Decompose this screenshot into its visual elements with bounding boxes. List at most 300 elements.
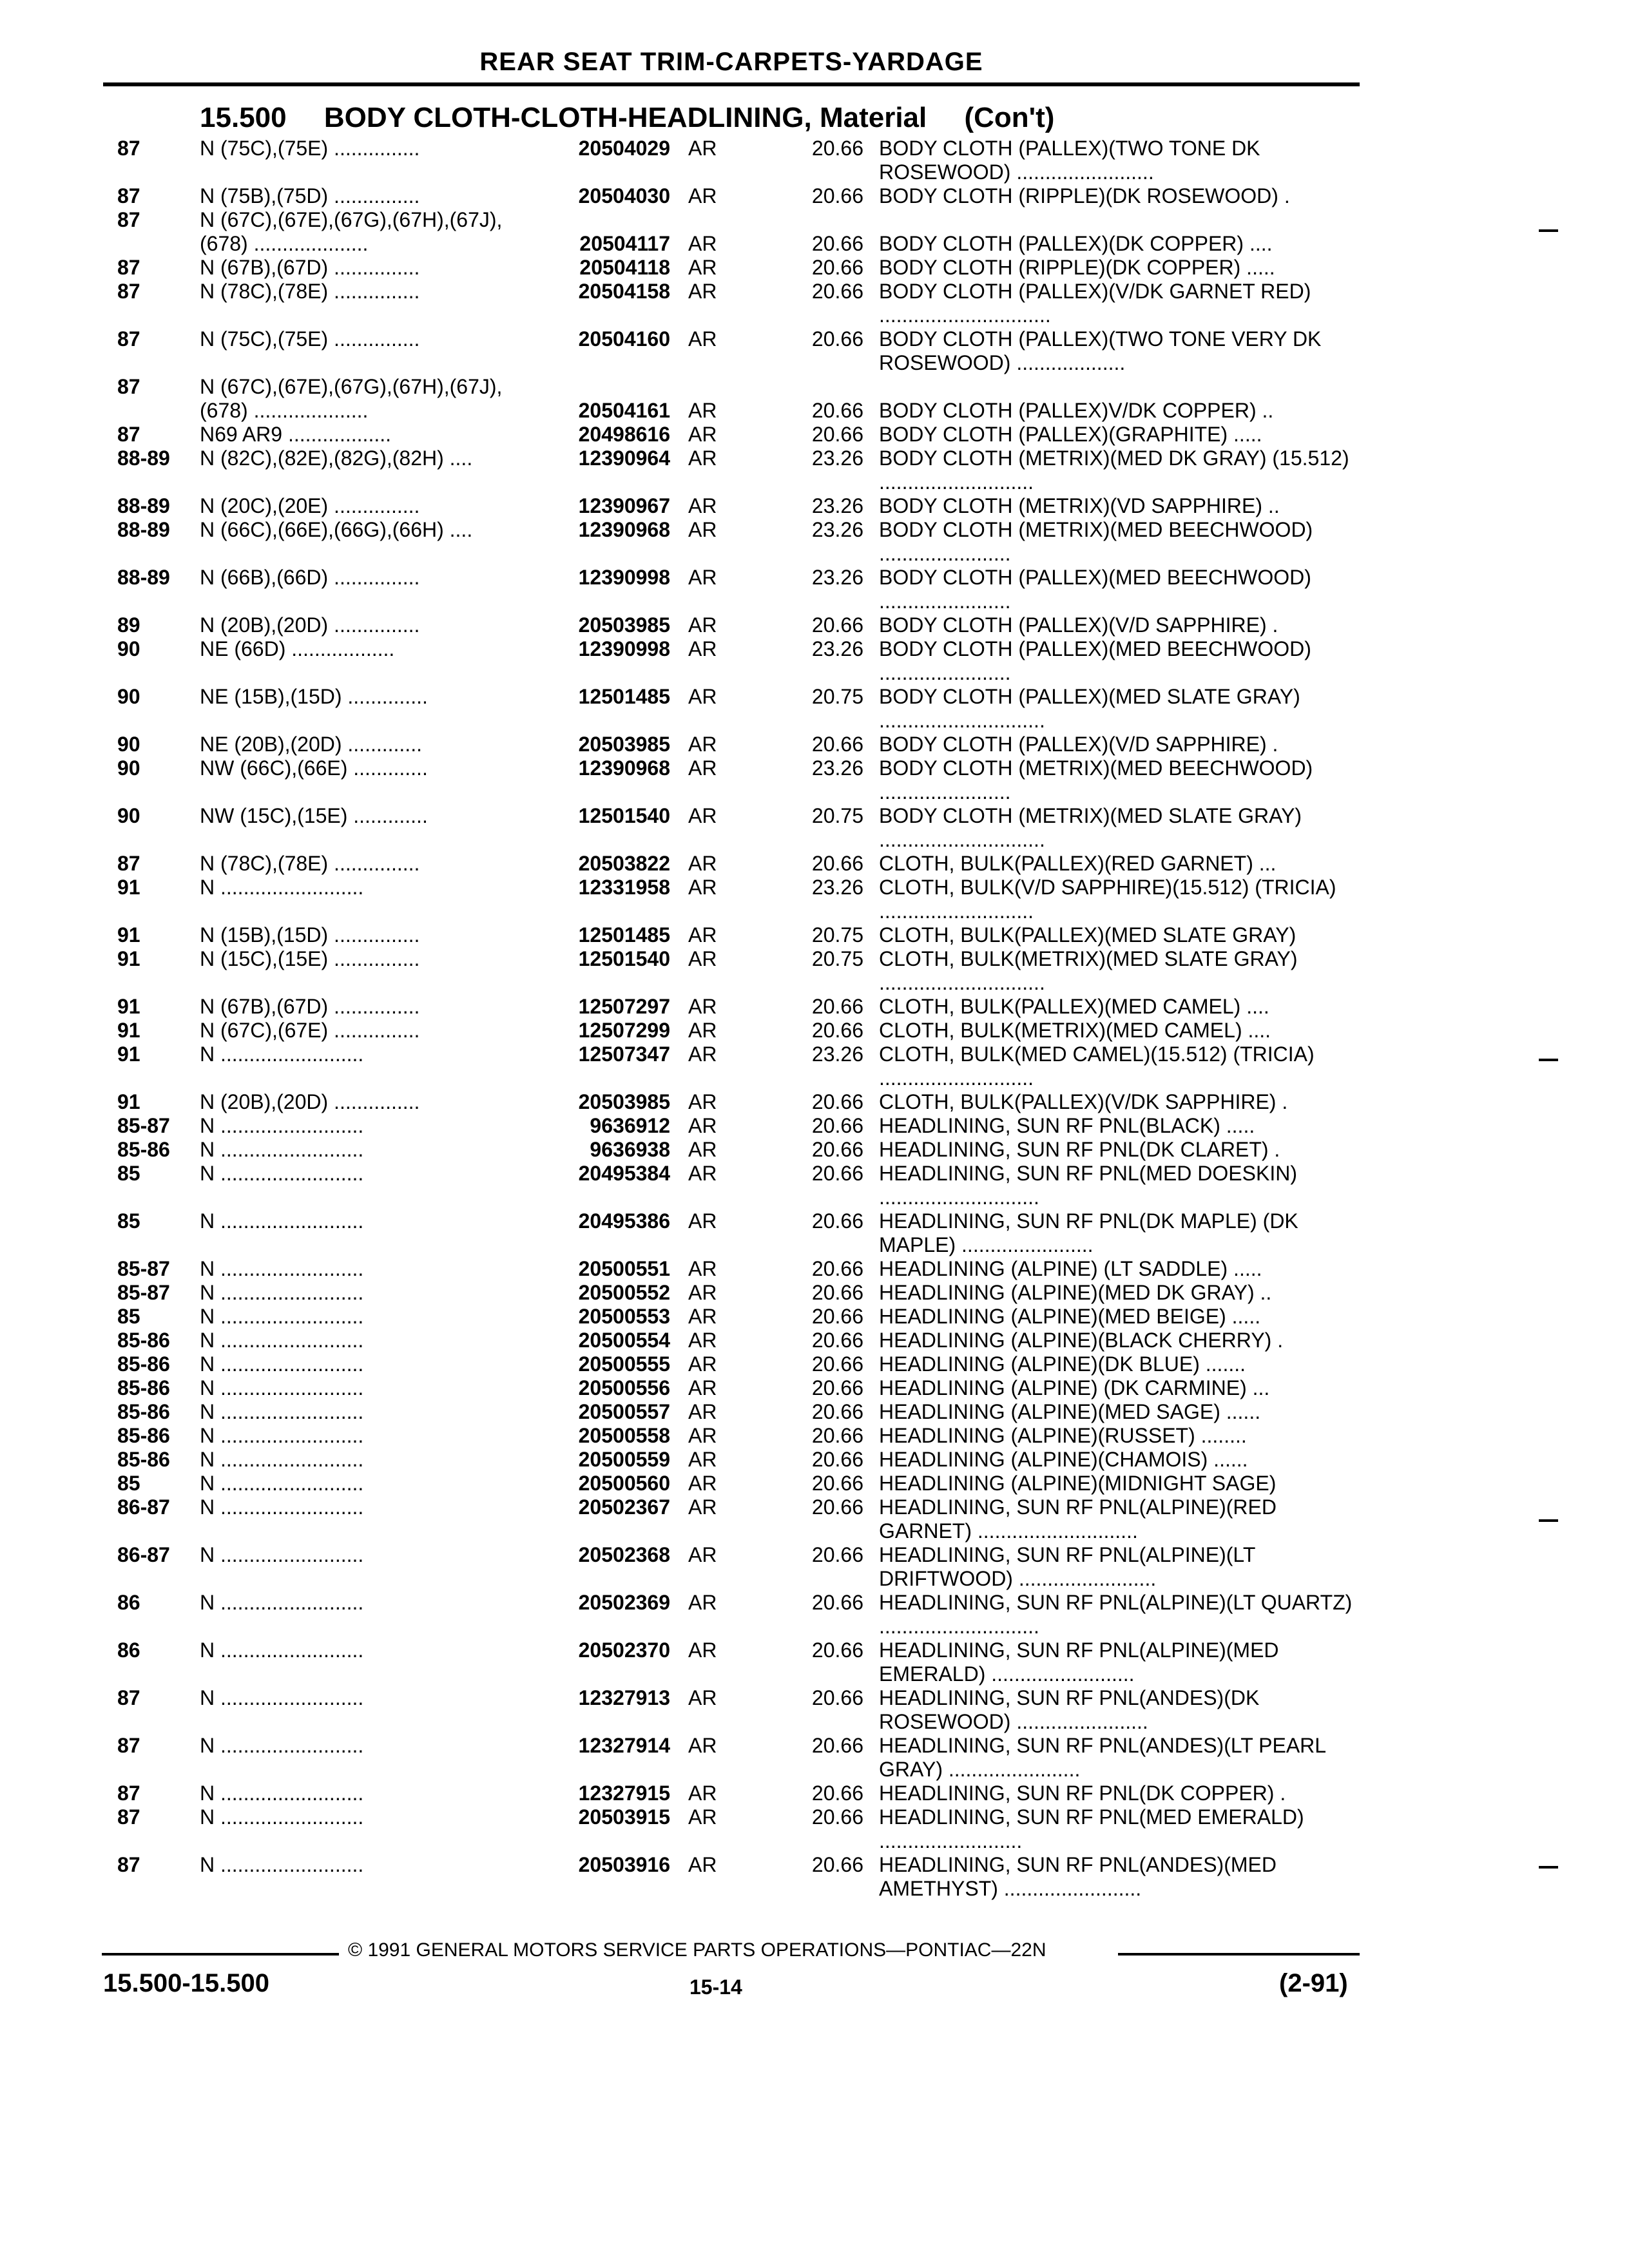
- table-row: [0, 232, 1629, 256]
- model-description: N (20B),(20D) ...............: [200, 613, 420, 637]
- quantity: AR: [688, 1352, 717, 1376]
- model-description: NW (66C),(66E) .............: [200, 756, 428, 780]
- table-row: [0, 256, 1629, 280]
- price: 20.66: [811, 1329, 863, 1352]
- part-number: 20500551: [578, 1257, 670, 1280]
- model-year: 87: [117, 852, 140, 875]
- part-name: HEADLINING, SUN RF PNL(ANDES)(LT PEARL GRAY) .......................: [879, 1734, 1325, 1781]
- part-number: 12507299: [578, 1019, 670, 1042]
- model-year: 91: [117, 923, 140, 947]
- model-description: N .........................: [200, 1853, 364, 1876]
- price: 20.66: [811, 399, 863, 422]
- part-name: HEADLINING, SUN RF PNL(DK MAPLE) (DK MAPLE) .......................: [879, 1209, 1298, 1256]
- part-name: BODY CLOTH (PALLEX)(TWO TONE VERY DK ROSEWOOD) ...................: [879, 327, 1322, 374]
- part-number: 20504117: [579, 232, 670, 255]
- part-name: BODY CLOTH (PALLEX)(MED BEECHWOOD) .......................: [879, 566, 1311, 613]
- part-name: CLOTH, BULK(MED CAMEL)(15.512) (TRICIA) ...........................: [879, 1043, 1315, 1090]
- table-row: [0, 1472, 1629, 1495]
- table-row: [0, 1400, 1629, 1424]
- quantity: AR: [688, 1329, 717, 1352]
- table-row: [0, 518, 1629, 566]
- price: 23.26: [811, 518, 863, 541]
- model-year: 87: [117, 327, 140, 351]
- header-rule: [103, 82, 1360, 86]
- part-number: 12390968: [578, 756, 670, 780]
- quantity: AR: [688, 1305, 717, 1328]
- price: 20.66: [811, 1543, 863, 1566]
- part-number: 9636938: [590, 1138, 670, 1161]
- part-name: BODY CLOTH (RIPPLE)(DK COPPER) .....: [879, 256, 1275, 279]
- part-name: BODY CLOTH (PALLEX)V/DK COPPER) ..: [879, 399, 1274, 422]
- part-number: 20502369: [578, 1591, 670, 1614]
- table-row: [0, 1734, 1629, 1782]
- part-name: BODY CLOTH (PALLEX)(V/DK GARNET RED) ..............................: [879, 280, 1311, 327]
- model-description: N .........................: [200, 1639, 364, 1662]
- price: 20.66: [811, 1162, 863, 1185]
- part-name: BODY CLOTH (PALLEX)(V/D SAPPHIRE) .: [879, 613, 1278, 637]
- model-description: N .........................: [200, 1686, 364, 1709]
- model-year: 91: [117, 876, 140, 899]
- quantity: AR: [688, 1472, 717, 1495]
- quantity: AR: [688, 1782, 717, 1805]
- model-description: (678) ....................: [200, 399, 369, 422]
- quantity: AR: [688, 566, 717, 589]
- part-name: HEADLINING (ALPINE) (LT SADDLE) .....: [879, 1257, 1262, 1280]
- model-description: N .........................: [200, 1424, 364, 1447]
- part-number: 20500555: [578, 1352, 670, 1376]
- part-number: 12507347: [578, 1043, 670, 1066]
- price: 20.66: [811, 1281, 863, 1304]
- model-year: 91: [117, 947, 140, 970]
- part-name: BODY CLOTH (METRIX)(MED BEECHWOOD) .......................: [879, 518, 1313, 565]
- table-row: [0, 375, 1629, 399]
- price: 20.66: [811, 1853, 863, 1876]
- price: 20.75: [811, 685, 863, 708]
- part-name: HEADLINING (ALPINE)(RUSSET) ........: [879, 1424, 1247, 1447]
- footer-rule-left: [102, 1953, 339, 1956]
- part-number: 12501485: [578, 685, 670, 708]
- price: 20.66: [811, 1138, 863, 1161]
- price: 20.66: [811, 137, 863, 160]
- part-number: 20503916: [578, 1853, 670, 1876]
- margin-mark: [1539, 1866, 1558, 1869]
- table-row: [0, 756, 1629, 804]
- price: 20.66: [811, 1734, 863, 1757]
- part-name: BODY CLOTH (RIPPLE)(DK ROSEWOOD) .: [879, 184, 1290, 207]
- table-row: [0, 995, 1629, 1019]
- model-year: 85-87: [117, 1114, 170, 1137]
- model-year: 91: [117, 1019, 140, 1042]
- part-number: 20500552: [578, 1281, 670, 1304]
- part-number: 20504118: [579, 256, 670, 279]
- part-number: 20500557: [578, 1400, 670, 1423]
- price: 23.26: [811, 637, 863, 660]
- table-row: [0, 852, 1629, 876]
- part-name: HEADLINING, SUN RF PNL(DK CLARET) .: [879, 1138, 1280, 1161]
- price: 20.66: [811, 1257, 863, 1280]
- price: 20.75: [811, 923, 863, 947]
- section-number: 15.500: [200, 102, 287, 133]
- quantity: AR: [688, 327, 717, 351]
- table-row: [0, 327, 1629, 375]
- price: 20.66: [811, 1352, 863, 1376]
- quantity: AR: [688, 494, 717, 517]
- price: 20.66: [811, 1591, 863, 1614]
- model-description: N (66C),(66E),(66G),(66H) ....: [200, 518, 473, 541]
- part-name: BODY CLOTH (PALLEX)(TWO TONE DK ROSEWOOD) ........................: [879, 137, 1260, 184]
- quantity: AR: [688, 733, 717, 756]
- part-number: 20504029: [578, 137, 670, 160]
- table-row: [0, 1257, 1629, 1281]
- part-number: 20500556: [578, 1376, 670, 1399]
- part-number: 12390998: [578, 566, 670, 589]
- price: 23.26: [811, 494, 863, 517]
- table-row: [0, 1114, 1629, 1138]
- price: 20.66: [811, 232, 863, 255]
- table-row: [0, 1329, 1629, 1352]
- table-row: [0, 1043, 1629, 1090]
- price: 20.75: [811, 947, 863, 970]
- part-number: 12507297: [578, 995, 670, 1018]
- part-name: HEADLINING, SUN RF PNL(ANDES)(DK ROSEWOOD) .......................: [879, 1686, 1260, 1733]
- quantity: AR: [688, 1043, 717, 1066]
- quantity: AR: [688, 685, 717, 708]
- model-year: 85-86: [117, 1448, 170, 1471]
- part-number: 20503822: [578, 852, 670, 875]
- model-description: N (67C),(67E),(67G),(67H),(67J),: [200, 208, 503, 231]
- price: 20.66: [811, 1805, 863, 1829]
- price: 20.66: [811, 423, 863, 446]
- quantity: AR: [688, 1734, 717, 1757]
- model-description: N (15C),(15E) ...............: [200, 947, 420, 970]
- part-number: 12327915: [578, 1782, 670, 1805]
- price: 20.66: [811, 733, 863, 756]
- table-row: [0, 613, 1629, 637]
- price: 20.66: [811, 1448, 863, 1471]
- part-number: 20500560: [578, 1472, 670, 1495]
- table-row: [0, 1591, 1629, 1639]
- model-year: 90: [117, 685, 140, 708]
- table-row: [0, 1639, 1629, 1686]
- price: 20.66: [811, 327, 863, 351]
- table-row: [0, 1782, 1629, 1805]
- footer-rule-right: [1118, 1953, 1360, 1956]
- part-name: BODY CLOTH (METRIX)(MED DK GRAY) (15.512) ...........................: [879, 447, 1349, 494]
- quantity: AR: [688, 423, 717, 446]
- model-description: N (75C),(75E) ...............: [200, 137, 420, 160]
- model-year: 86-87: [117, 1495, 170, 1519]
- revision-date: (2-91): [1279, 1969, 1348, 1997]
- model-year: 91: [117, 1090, 140, 1113]
- price: 20.66: [811, 1495, 863, 1519]
- model-year: 90: [117, 733, 140, 756]
- table-row: [0, 1019, 1629, 1043]
- model-description: N .........................: [200, 1209, 364, 1233]
- table-row: [0, 1805, 1629, 1853]
- model-description: N .........................: [200, 1114, 364, 1137]
- model-year: 90: [117, 804, 140, 827]
- section-range: 15.500-15.500: [103, 1969, 270, 1997]
- part-name: HEADLINING, SUN RF PNL(MED DOESKIN) ............................: [879, 1162, 1297, 1209]
- quantity: AR: [688, 756, 717, 780]
- model-year: 85-86: [117, 1352, 170, 1376]
- part-name: CLOTH, BULK(PALLEX)(MED CAMEL) ....: [879, 995, 1269, 1018]
- quantity: AR: [688, 1591, 717, 1614]
- page-title: REAR SEAT TRIM-CARPETS-YARDAGE: [479, 48, 983, 76]
- model-year: 86-87: [117, 1543, 170, 1566]
- model-description: N (67B),(67D) ...............: [200, 256, 420, 279]
- model-description: N .........................: [200, 1805, 364, 1829]
- table-row: [0, 1376, 1629, 1400]
- part-name: BODY CLOTH (PALLEX)(MED SLATE GRAY) .............................: [879, 685, 1300, 732]
- price: 20.66: [811, 1019, 863, 1042]
- model-year: 87: [117, 1686, 140, 1709]
- quantity: AR: [688, 1686, 717, 1709]
- model-description: N .........................: [200, 1257, 364, 1280]
- part-number: 20502370: [578, 1639, 670, 1662]
- model-description: N .........................: [200, 1281, 364, 1304]
- model-description: (678) ....................: [200, 232, 369, 255]
- price: 20.66: [811, 1400, 863, 1423]
- table-row: [0, 1305, 1629, 1329]
- continued-label: (Con't): [964, 102, 1055, 133]
- part-number: 12327913: [578, 1686, 670, 1709]
- part-number: 12390967: [578, 494, 670, 517]
- price: 20.66: [811, 1090, 863, 1113]
- section-title: BODY CLOTH-CLOTH-HEADLINING, Material: [323, 102, 927, 133]
- quantity: AR: [688, 923, 717, 947]
- table-row: [0, 923, 1629, 947]
- model-year: 87: [117, 1853, 140, 1876]
- price: 23.26: [811, 756, 863, 780]
- table-row: [0, 1543, 1629, 1591]
- price: 20.66: [811, 1639, 863, 1662]
- model-year: 87: [117, 184, 140, 207]
- quantity: AR: [688, 1805, 717, 1829]
- model-description: N69 AR9 ..................: [200, 423, 391, 446]
- part-number: 20502367: [578, 1495, 670, 1519]
- part-number: 12501485: [578, 923, 670, 947]
- model-description: N (20B),(20D) ...............: [200, 1090, 420, 1113]
- part-name: HEADLINING (ALPINE)(MED SAGE) ......: [879, 1400, 1261, 1423]
- model-description: N (67C),(67E) ...............: [200, 1019, 420, 1042]
- table-row: [0, 280, 1629, 327]
- part-number: 20500559: [578, 1448, 670, 1471]
- price: 20.66: [811, 1472, 863, 1495]
- part-name: HEADLINING, SUN RF PNL(ALPINE)(MED EMERALD) .........................: [879, 1639, 1279, 1686]
- table-row: [0, 1090, 1629, 1114]
- part-name: CLOTH, BULK(V/D SAPPHIRE)(15.512) (TRICIA) ...........................: [879, 876, 1336, 923]
- table-row: [0, 637, 1629, 685]
- part-number: 20504161: [578, 399, 670, 422]
- part-name: BODY CLOTH (PALLEX)(V/D SAPPHIRE) .: [879, 733, 1278, 756]
- model-year: 85-86: [117, 1424, 170, 1447]
- quantity: AR: [688, 637, 717, 660]
- model-year: 91: [117, 1043, 140, 1066]
- model-description: N (67B),(67D) ...............: [200, 995, 420, 1018]
- model-description: N .........................: [200, 1376, 364, 1399]
- model-year: 85-86: [117, 1376, 170, 1399]
- copyright-text: © 1991 GENERAL MOTORS SERVICE PARTS OPERATIONS—PONTIAC—22N: [348, 1939, 1046, 1961]
- model-year: 85: [117, 1305, 140, 1328]
- model-year: 85-86: [117, 1400, 170, 1423]
- margin-mark: [1539, 1519, 1558, 1522]
- quantity: AR: [688, 1376, 717, 1399]
- part-name: CLOTH, BULK(PALLEX)(RED GARNET) ...: [879, 852, 1277, 875]
- model-description: N (66B),(66D) ...............: [200, 566, 420, 589]
- part-name: HEADLINING, SUN RF PNL(ALPINE)(LT DRIFTWOOD) ........................: [879, 1543, 1255, 1590]
- model-description: N .........................: [200, 1448, 364, 1471]
- quantity: AR: [688, 1281, 717, 1304]
- model-year: 87: [117, 1782, 140, 1805]
- quantity: AR: [688, 947, 717, 970]
- price: 20.66: [811, 280, 863, 303]
- part-number: 20504160: [578, 327, 670, 351]
- model-description: N (82C),(82E),(82G),(82H) ....: [200, 447, 473, 470]
- quantity: AR: [688, 1114, 717, 1137]
- model-description: NW (15C),(15E) .............: [200, 804, 428, 827]
- model-description: N (67C),(67E),(67G),(67H),(67J),: [200, 375, 503, 398]
- model-description: N .........................: [200, 1782, 364, 1805]
- part-number: 20503985: [578, 1090, 670, 1113]
- price: 20.66: [811, 1376, 863, 1399]
- model-year: 85-87: [117, 1281, 170, 1304]
- part-number: 12501540: [578, 947, 670, 970]
- part-number: 12390998: [578, 637, 670, 660]
- model-year: 87: [117, 375, 140, 398]
- part-name: HEADLINING (ALPINE)(DK BLUE) .......: [879, 1352, 1246, 1376]
- table-row: [0, 399, 1629, 423]
- part-name: HEADLINING (ALPINE) (DK CARMINE) ...: [879, 1376, 1270, 1399]
- part-name: CLOTH, BULK(METRIX)(MED SLATE GRAY) .............................: [879, 947, 1298, 994]
- table-row: [0, 685, 1629, 733]
- part-name: BODY CLOTH (PALLEX)(MED BEECHWOOD) .......................: [879, 637, 1311, 684]
- quantity: AR: [688, 280, 717, 303]
- quantity: AR: [688, 1424, 717, 1447]
- model-description: N .........................: [200, 1472, 364, 1495]
- table-row: [0, 184, 1629, 208]
- model-year: 89: [117, 613, 140, 637]
- section-heading: [200, 102, 1084, 134]
- price: 20.66: [811, 1114, 863, 1137]
- model-year: 87: [117, 280, 140, 303]
- quantity: AR: [688, 137, 717, 160]
- parts-table: [0, 137, 1629, 1901]
- model-description: N .........................: [200, 1591, 364, 1614]
- quantity: AR: [688, 232, 717, 255]
- model-year: 86: [117, 1591, 140, 1614]
- model-description: N .........................: [200, 1043, 364, 1066]
- part-name: BODY CLOTH (METRIX)(VD SAPPHIRE) ..: [879, 494, 1280, 517]
- part-name: CLOTH, BULK(PALLEX)(V/DK SAPPHIRE) .: [879, 1090, 1288, 1113]
- part-name: HEADLINING, SUN RF PNL(DK COPPER) .: [879, 1782, 1286, 1805]
- part-name: CLOTH, BULK(METRIX)(MED CAMEL) ....: [879, 1019, 1271, 1042]
- quantity: AR: [688, 1209, 717, 1233]
- part-name: HEADLINING (ALPINE)(MIDNIGHT SAGE): [879, 1472, 1277, 1495]
- part-name: HEADLINING (ALPINE)(MED DK GRAY) ..: [879, 1281, 1272, 1304]
- table-row: [0, 423, 1629, 447]
- model-description: N (78C),(78E) ...............: [200, 852, 420, 875]
- part-number: 20504030: [578, 184, 670, 207]
- price: 20.66: [811, 1209, 863, 1233]
- part-number: 20498616: [578, 423, 670, 446]
- part-name: BODY CLOTH (METRIX)(MED BEECHWOOD) .......................: [879, 756, 1313, 803]
- model-description: NE (66D) ..................: [200, 637, 395, 660]
- part-name: HEADLINING (ALPINE)(CHAMOIS) ......: [879, 1448, 1248, 1471]
- part-name: HEADLINING, SUN RF PNL(ALPINE)(RED GARNET) ............................: [879, 1495, 1277, 1542]
- model-description: N .........................: [200, 1734, 364, 1757]
- table-row: [0, 137, 1629, 184]
- model-description: N .........................: [200, 1495, 364, 1519]
- price: 20.75: [811, 804, 863, 827]
- model-year: 88-89: [117, 494, 170, 517]
- table-row: [0, 1138, 1629, 1162]
- price: 20.66: [811, 1686, 863, 1709]
- model-description: N (75B),(75D) ...............: [200, 184, 420, 207]
- model-year: 86: [117, 1639, 140, 1662]
- table-row: [0, 947, 1629, 995]
- table-row: [0, 1162, 1629, 1209]
- model-description: NE (20B),(20D) .............: [200, 733, 422, 756]
- price: 20.66: [811, 1305, 863, 1328]
- part-number: 12327914: [578, 1734, 670, 1757]
- price: 23.26: [811, 566, 863, 589]
- price: 20.66: [811, 995, 863, 1018]
- quantity: AR: [688, 876, 717, 899]
- quantity: AR: [688, 399, 717, 422]
- part-number: 20500553: [578, 1305, 670, 1328]
- part-number: 20500554: [578, 1329, 670, 1352]
- table-row: [0, 1352, 1629, 1376]
- price: 20.66: [811, 1424, 863, 1447]
- price: 23.26: [811, 1043, 863, 1066]
- model-year: 87: [117, 256, 140, 279]
- table-row: [0, 733, 1629, 756]
- quantity: AR: [688, 1162, 717, 1185]
- model-year: 87: [117, 137, 140, 160]
- model-year: 90: [117, 756, 140, 780]
- table-row: [0, 566, 1629, 613]
- quantity: AR: [688, 1019, 717, 1042]
- part-number: 20503985: [578, 733, 670, 756]
- model-year: 85-86: [117, 1329, 170, 1352]
- model-description: N .........................: [200, 876, 364, 899]
- part-number: 20495384: [578, 1162, 670, 1185]
- part-number: 20500558: [578, 1424, 670, 1447]
- model-description: N (75C),(75E) ...............: [200, 327, 420, 351]
- part-number: 12501540: [578, 804, 670, 827]
- part-number: 12390968: [578, 518, 670, 541]
- table-row: [0, 1209, 1629, 1257]
- part-number: 12390964: [578, 447, 670, 470]
- quantity: AR: [688, 1138, 717, 1161]
- quantity: AR: [688, 1257, 717, 1280]
- price: 20.66: [811, 256, 863, 279]
- table-row: [0, 804, 1629, 852]
- model-year: 85: [117, 1209, 140, 1233]
- model-year: 85: [117, 1162, 140, 1185]
- quantity: AR: [688, 1639, 717, 1662]
- model-description: N .........................: [200, 1352, 364, 1376]
- price: 20.66: [811, 1782, 863, 1805]
- model-year: 87: [117, 208, 140, 231]
- model-description: N (15B),(15D) ...............: [200, 923, 420, 947]
- table-row: [0, 447, 1629, 494]
- model-year: 87: [117, 1805, 140, 1829]
- price: 20.66: [811, 613, 863, 637]
- model-year: 88-89: [117, 447, 170, 470]
- margin-mark: [1539, 1059, 1558, 1061]
